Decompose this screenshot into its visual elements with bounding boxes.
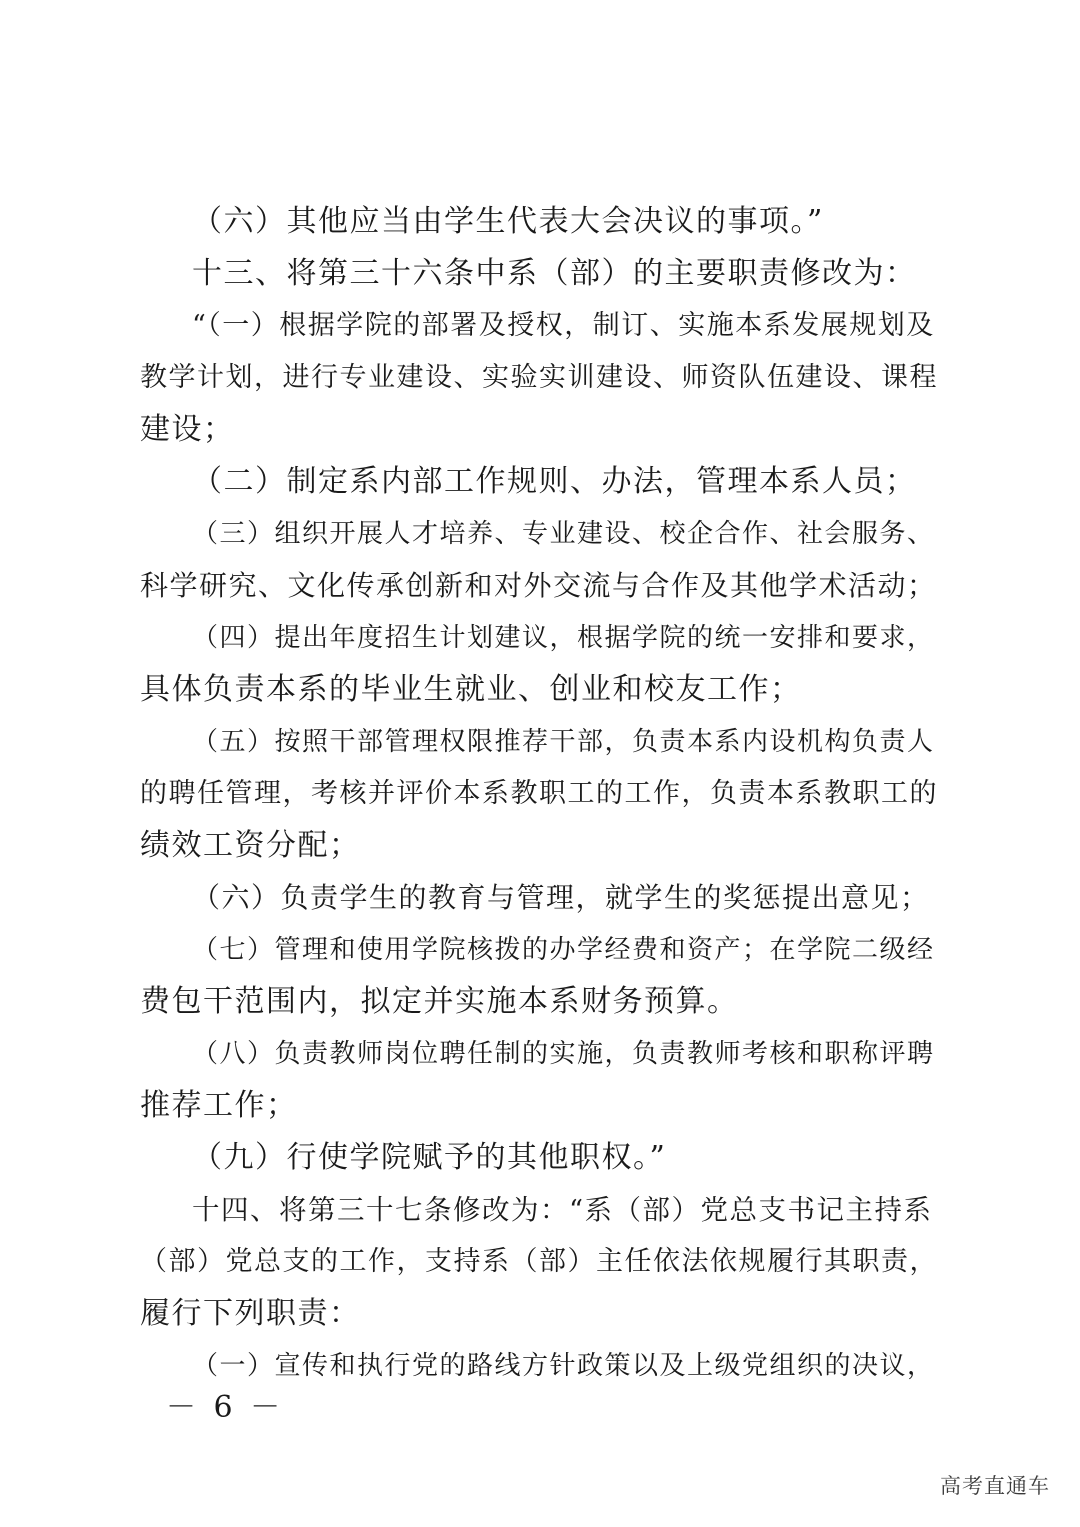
text-line: （八）负责教师岗位聘任制的实施，负责教师考核和职称评聘: [192, 1039, 935, 1069]
text-line: （四）提出年度招生计划建议，根据学院的统一安排和要求，: [192, 623, 935, 653]
text-line: （一）宣传和执行党的路线方针政策以及上级党组织的决议，: [192, 1351, 935, 1381]
page-number: － 6 －: [166, 1390, 285, 1425]
text-line: （五）按照干部管理权限推荐干部，负责本系内设机构负责人: [192, 727, 935, 757]
text-line: 履行下列职责：: [140, 1296, 361, 1331]
text-line: 具体负责本系的毕业生就业、创业和校友工作；: [140, 672, 802, 707]
watermark-text: 高考直通车: [940, 1474, 1050, 1498]
text-line: 十四、将第三十七条修改为：“系（部）党总支书记主持系: [192, 1194, 933, 1226]
text-line: 推荐工作；: [140, 1088, 298, 1123]
text-line: 十三、将第三十六条中系（部）的主要职责修改为：: [192, 256, 917, 291]
text-line: 教学计划，进行专业建设、实验实训建设、师资队伍建设、课程: [140, 362, 938, 393]
text-line: 的聘任管理，考核并评价本系教职工的工作，负责本系教职工的: [140, 778, 938, 809]
text-line: （九）行使学院赋予的其他职权。”: [192, 1140, 667, 1175]
text-line: （七）管理和使用学院核拨的办学经费和资产；在学院二级经: [192, 935, 935, 965]
text-line: （六）其他应当由学生代表大会决议的事项。”: [192, 204, 824, 239]
text-line: 绩效工资分配；: [140, 828, 361, 863]
text-line: 科学研究、文化传承创新和对外交流与合作及其他学术活动；: [140, 569, 937, 602]
text-line: 费包干范围内，拟定并实施本系财务预算。: [140, 984, 739, 1019]
text-line: （部）党总支的工作，支持系（部）主任依法依规履行其职责，: [140, 1246, 938, 1277]
text-line: （三）组织开展人才培养、专业建设、校企合作、社会服务、: [192, 519, 935, 549]
text-line: 建设；: [140, 412, 235, 447]
text-line: （六）负责学生的教育与管理，就学生的奖惩提出意见；: [192, 881, 930, 914]
document-body: [140, 196, 940, 1392]
text-line: （二）制定系内部工作规则、办法，管理本系人员；: [192, 464, 917, 499]
text-line: “（一）根据学院的部署及授权，制订、实施本系发展规划及: [192, 310, 935, 341]
